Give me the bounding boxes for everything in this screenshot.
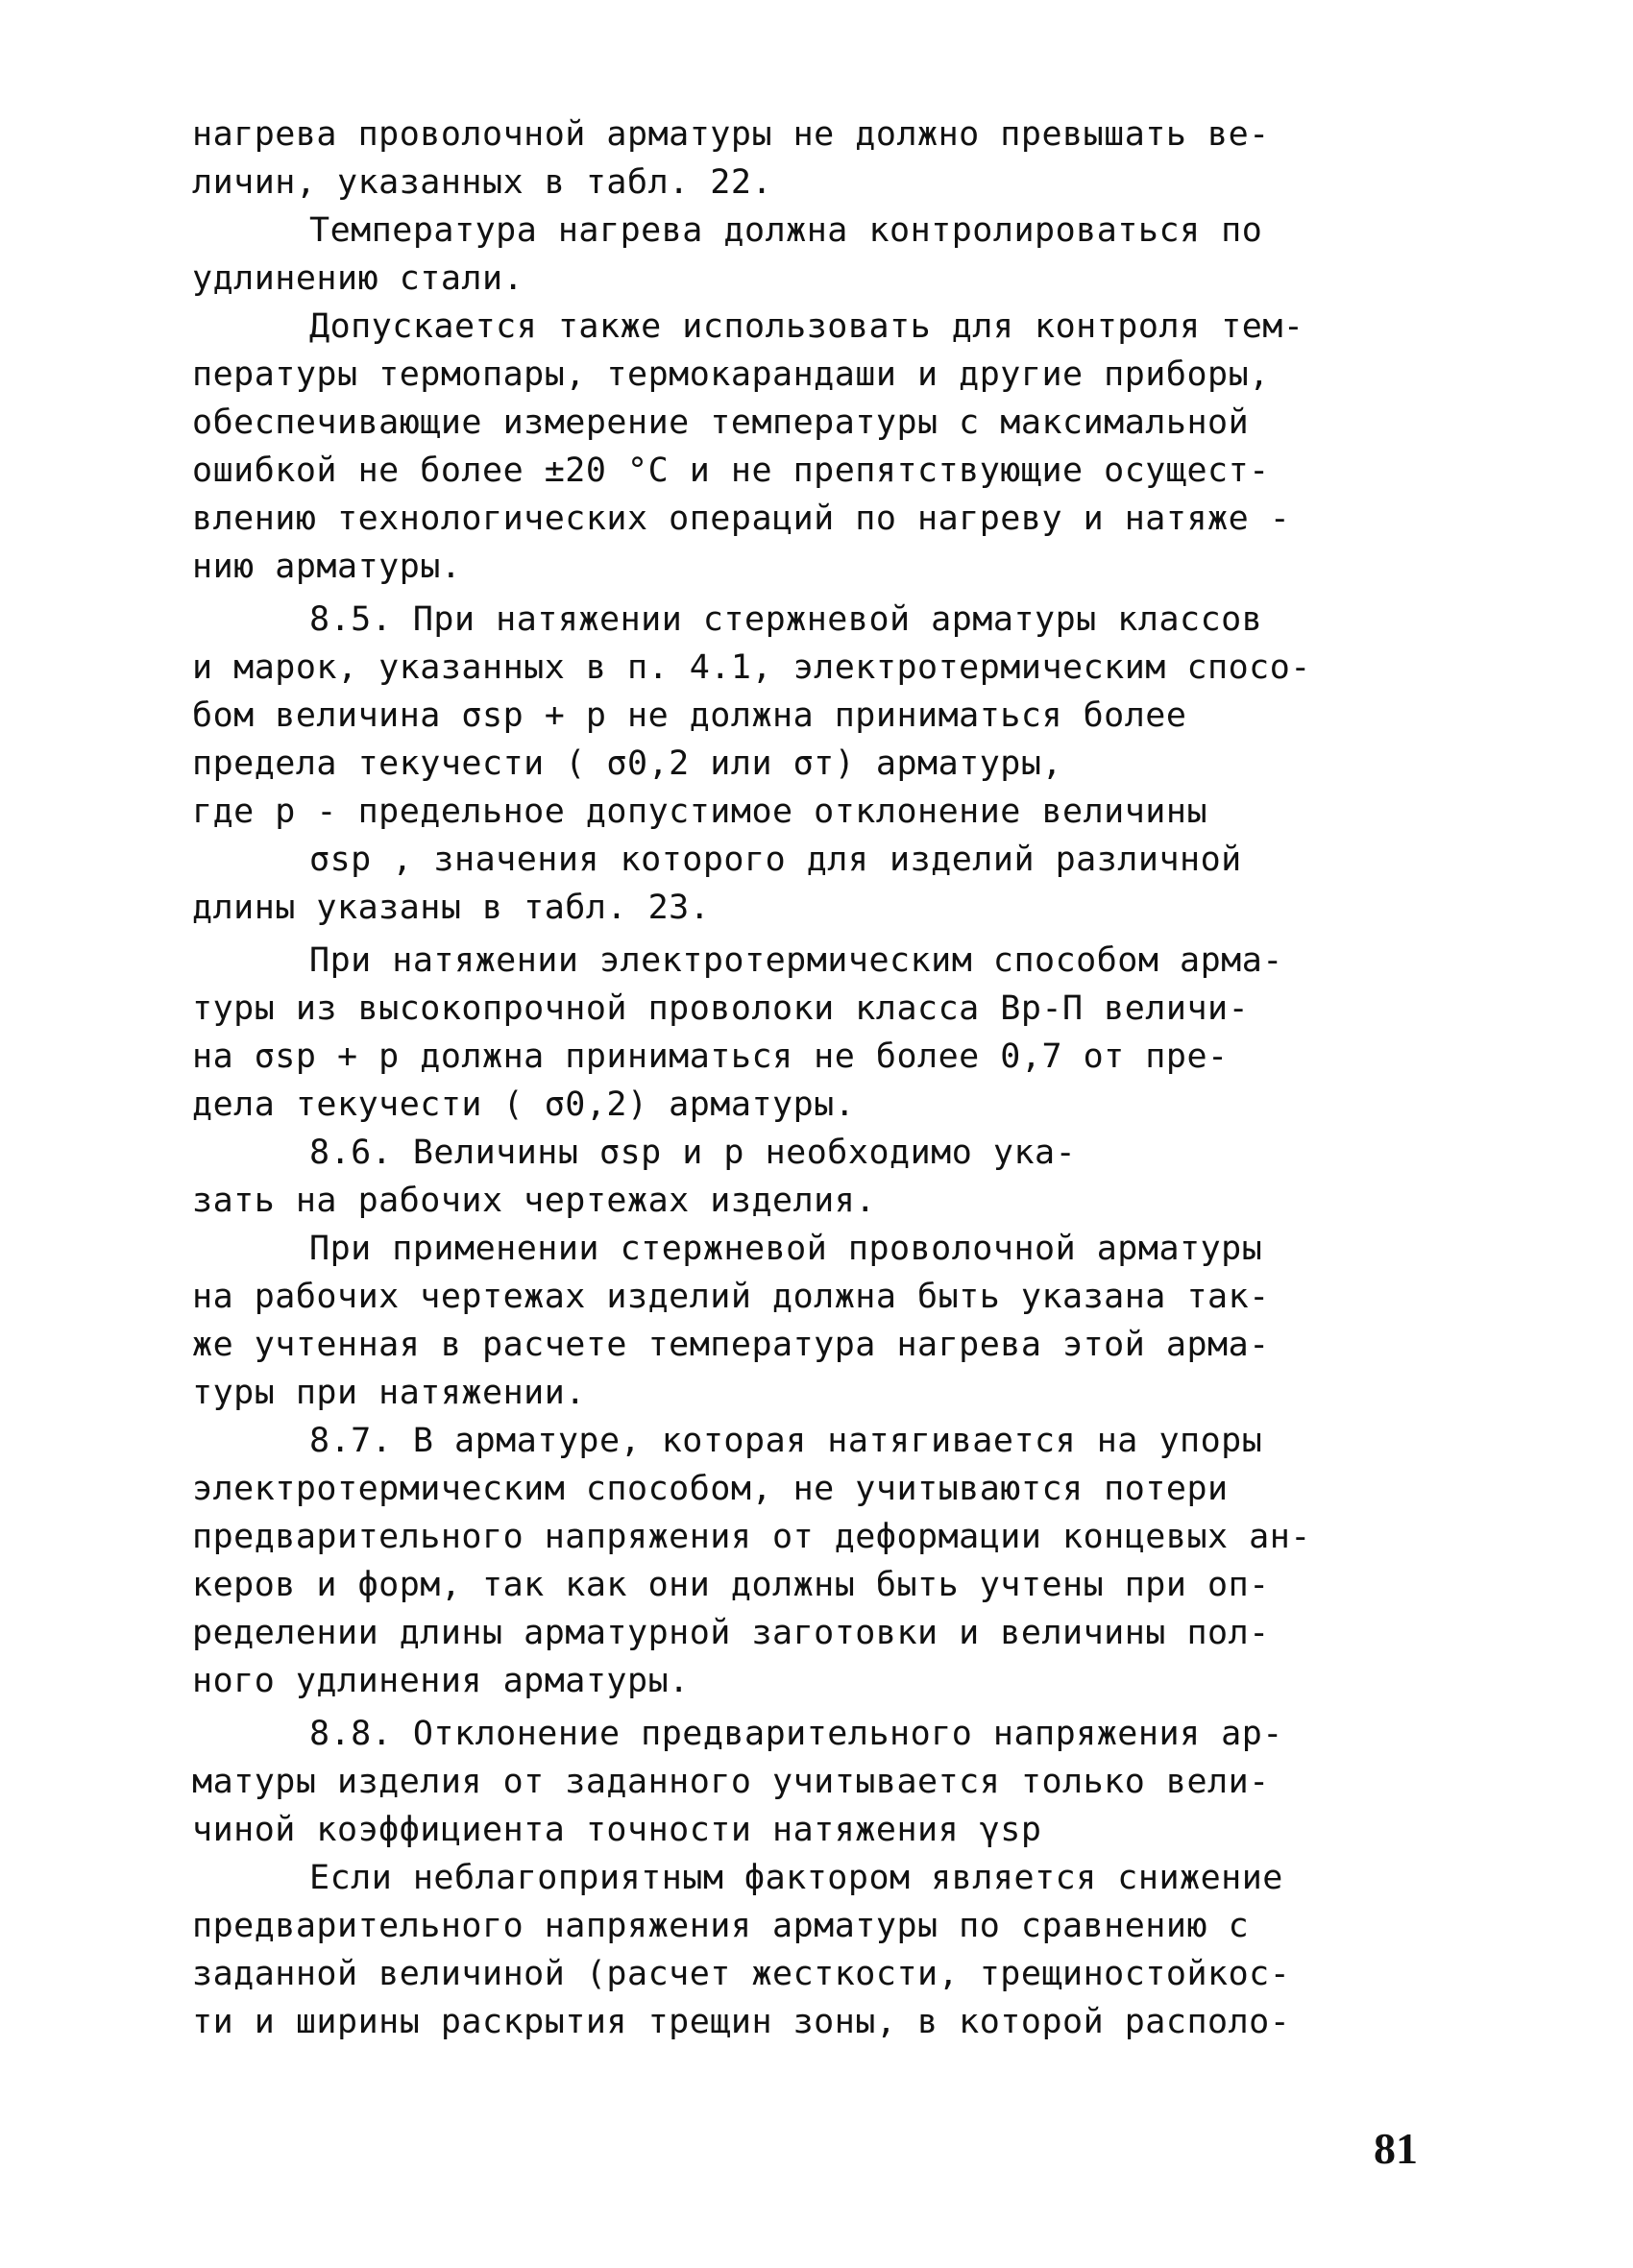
text-line: заданной величиной (расчет жесткости, трещиностойкос- xyxy=(192,1955,1291,1993)
page-number: 81 xyxy=(1374,2124,1418,2173)
text-line: электротермическим способом, не учитываются потери xyxy=(192,1470,1229,1508)
text-line: σsp , значения которого для изделий различной xyxy=(309,841,1242,879)
text-line: пературы термопары, термокарандаши и другие приборы, xyxy=(192,355,1270,394)
text-line: зать на рабочих чертежах изделия. xyxy=(192,1182,876,1220)
text-line: туры из высокопрочной проволоки класса Вр-П величи- xyxy=(192,989,1250,1028)
section-8-5 xyxy=(192,596,1450,932)
text-line: матуры изделия от заданного учитывается только вели- xyxy=(192,1763,1270,1801)
section-8-7 xyxy=(192,1417,1450,1705)
text-line: Если неблагоприятным фактором является снижение xyxy=(309,1859,1283,1897)
text-line: на σsp + р должна приниматься не более 0,7 от пре- xyxy=(192,1037,1229,1076)
text-line: нию арматуры. xyxy=(192,548,462,586)
text-line: Температура нагрева должна контролироваться по xyxy=(309,211,1263,250)
text-line: 8.8. Отклонение предварительного напряжения ар- xyxy=(309,1715,1283,1753)
text-line: При натяжении электротермическим способом арма- xyxy=(309,941,1283,980)
text-line: 8.7. В арматуре, которая натягивается на упоры xyxy=(309,1422,1263,1460)
paragraph-high-strength-wire xyxy=(192,937,1450,1129)
text-line: ти и ширины раскрытия трещин зоны, в которой располо- xyxy=(192,2003,1291,2041)
text-line: предела текучести ( σ0,2 или σт) арматуры, xyxy=(192,744,1063,783)
section-8-6 xyxy=(192,1129,1450,1225)
text-line: где р - предельное допустимое отклонение величины xyxy=(192,793,1208,831)
paragraph-unfavorable-factor xyxy=(192,1854,1450,2046)
intro-paragraph xyxy=(192,110,1450,207)
text-line: 8.5. При натяжении стержневой арматуры классов xyxy=(309,600,1263,639)
text-line: дела текучести ( σ0,2) арматуры. xyxy=(192,1085,856,1124)
text-line: 8.6. Величины σsp и р необходимо ука- xyxy=(309,1134,1077,1172)
text-line: длины указаны в табл. 23. xyxy=(192,889,711,927)
text-line: удлинению стали. xyxy=(192,259,524,298)
text-line: ошибкой не более ±20 °С и не препятствующие осущест- xyxy=(192,451,1270,490)
text-line: При применении стержневой проволочной арматуры xyxy=(309,1230,1263,1268)
text-line: же учтенная в расчете температура нагрева этой арма- xyxy=(192,1326,1270,1364)
text-line: чиной коэффициента точности натяжения γsp xyxy=(192,1811,1042,1849)
text-line: бом величина σsp + p не должна приниматься более xyxy=(192,696,1187,735)
paragraph-rod-wire xyxy=(192,1225,1450,1417)
text-line: ного удлинения арматуры. xyxy=(192,1662,690,1700)
paragraph-temperature-control xyxy=(192,207,1450,303)
text-line: предварительного напряжения арматуры по сравнению с xyxy=(192,1907,1250,1945)
text-line: керов и форм, так как они должны быть учтены при оп- xyxy=(192,1566,1270,1604)
text-line: Допускается также использовать для контроля тем- xyxy=(309,307,1304,346)
text-line: ределении длины арматурной заготовки и величины пол- xyxy=(192,1614,1270,1652)
text-line: и марок, указанных в п. 4.1, электротермическим спосо- xyxy=(192,648,1311,687)
paragraph-allowed-instruments xyxy=(192,303,1450,591)
text-line: предварительного напряжения от деформации концевых ан- xyxy=(192,1518,1311,1556)
text-line: обеспечивающие измерение температуры с максимальной xyxy=(192,403,1250,442)
section-8-8 xyxy=(192,1710,1450,1854)
text-line: нагрева проволочной арматуры не должно превышать ве- xyxy=(192,115,1270,154)
text-line: личин, указанных в табл. 22. xyxy=(192,163,773,202)
text-line: влению технологических операций по нагреву и натяже - xyxy=(192,500,1291,538)
text-line: туры при натяжении. xyxy=(192,1374,586,1412)
text-line: на рабочих чертежах изделий должна быть указана так- xyxy=(192,1278,1270,1316)
